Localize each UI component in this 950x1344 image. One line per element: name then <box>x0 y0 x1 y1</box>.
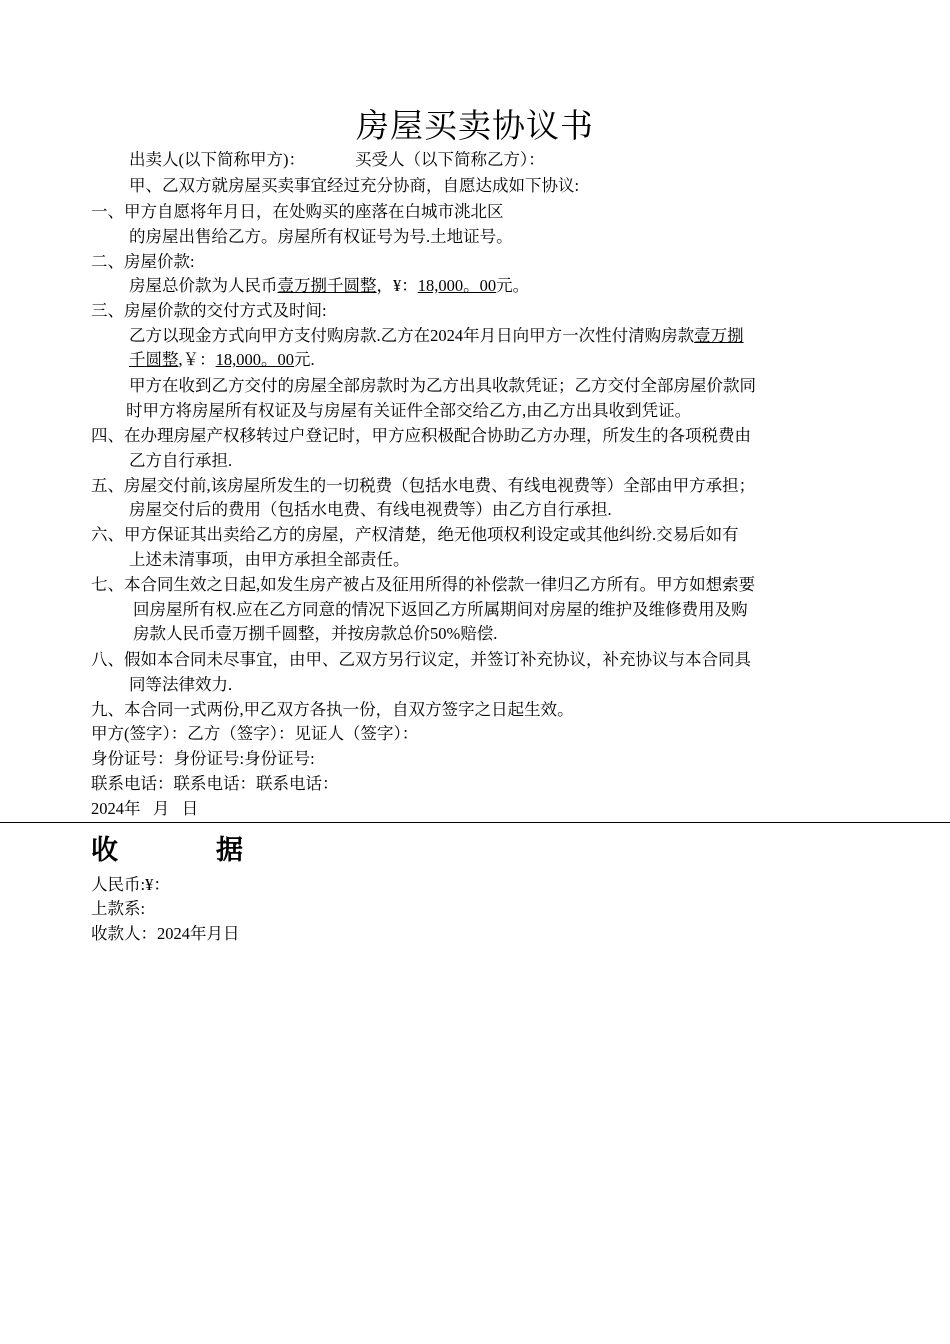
clause-3-p2-line-1: 甲方在收到乙方交付的房屋全部房款时为乙方出具收款凭证；乙方交付全部房屋价款同 <box>129 376 756 395</box>
clause-7-line-3: 房款人民币壹万捌千圆整，并按房款总价50%赔偿. <box>133 624 498 643</box>
price-number: 18,000。00 <box>417 276 497 295</box>
receipt-title-char-2: 据 <box>216 835 243 866</box>
buyer-label: 买受人（以下简称乙方）： <box>355 150 545 169</box>
clause-2-mid: ，¥： <box>376 276 418 295</box>
clause-3-p1-suffix: 元. <box>294 350 315 369</box>
clause-3-p1-line-2 <box>129 348 315 372</box>
clause-4-line-1: 四、在办理房屋产权移转过户登记时，甲方应积极配合协助乙方办理，所发生的各项税费由 <box>91 426 751 445</box>
document-title: 房屋买卖协议书 <box>356 106 594 145</box>
clause-3-p1-mid: ,￥： <box>178 350 216 369</box>
clause-5-line-1: 五、房屋交付前,该房屋所发生的一切税费（包括水电费、有线电视费等）全部由甲方承担； <box>91 476 756 495</box>
receipt-title <box>91 828 243 867</box>
receipt-payment-line: 上款系: <box>91 899 146 918</box>
clause-2-suffix: 元。 <box>496 276 530 295</box>
parties-line <box>129 148 545 172</box>
clause-2-text <box>129 274 529 298</box>
seller-label: 出卖人(以下简称甲方)： <box>129 150 305 169</box>
clause-3-price-words-part1: 壹万捌 <box>694 326 744 345</box>
receipt-title-char-1: 收 <box>91 835 118 866</box>
signature-line: 甲方(签字）：乙方（签字）：见证人（签字）： <box>91 724 419 743</box>
date-line: 2024年 月 日 <box>91 799 199 818</box>
clause-7-line-1: 七、本合同生效之日起,如发生房产被占及征用所得的补偿款一律归乙方所有。甲方如想索要 <box>91 575 756 594</box>
clause-1-line-2: 的房屋出售给乙方。房屋所有权证号为号.土地证号。 <box>129 227 513 246</box>
receipt-amount-line: 人民币:¥： <box>91 875 170 894</box>
clause-9: 九、本合同一式两份,甲乙双方各执一份，自双方签字之日起生效。 <box>91 700 574 719</box>
clause-8-line-2: 同等法律效力. <box>129 675 233 694</box>
price-in-words: 壹万捌千圆整 <box>277 276 377 295</box>
clause-2-prefix: 房屋总价款为人民币 <box>129 276 278 295</box>
receipt-payee-line: 收款人：2024年月日 <box>91 924 240 943</box>
id-number-line: 身份证号：身份证号:身份证号: <box>91 749 315 768</box>
clause-3-p1-line-1 <box>129 324 744 348</box>
clause-7-line-2: 回房屋所有权.应在乙方同意的情况下返回乙方所属期间对房屋的维护及维修费用及购 <box>133 600 748 619</box>
clause-6-line-1: 六、甲方保证其出卖给乙方的房屋，产权清楚，绝无他项权利设定或其他纠纷.交易后如有 <box>91 525 739 544</box>
clause-3-p2-line-2: 时甲方将房屋所有权证及与房屋有关证件全部交给乙方,由乙方出具收到凭证。 <box>126 401 692 420</box>
intro-text: 甲、乙双方就房屋买卖事宜经过充分协商，自愿达成如下协议: <box>129 176 580 195</box>
clause-2-heading: 二、房屋价款: <box>91 252 195 271</box>
clause-3-p1-prefix: 乙方以现金方式向甲方支付购房款.乙方在2024年月日向甲方一次性付清购房款 <box>129 326 695 345</box>
clause-6-line-2: 上述未清事项，由甲方承担全部责任。 <box>129 550 410 569</box>
clause-4-line-2: 乙方自行承担. <box>129 451 233 470</box>
clause-3-heading: 三、房屋价款的交付方式及时间: <box>91 301 327 320</box>
section-divider <box>0 822 950 823</box>
clause-1-line-1: 一、甲方自愿将年月日，在处购买的座落在白城市洮北区 <box>91 202 504 221</box>
clause-3-price-number: 18,000。00 <box>215 350 294 369</box>
phone-line: 联系电话：联系电话：联系电话： <box>91 774 339 793</box>
clause-8-line-1: 八、假如本合同未尽事宜，由甲、乙双方另行议定，并签订补充协议，补充协议与本合同具 <box>91 650 751 669</box>
clause-3-price-words-part2: 千圆整 <box>129 350 179 369</box>
clause-5-line-2: 房屋交付后的费用（包括水电费、有线电视费等）由乙方自行承担. <box>129 500 612 519</box>
